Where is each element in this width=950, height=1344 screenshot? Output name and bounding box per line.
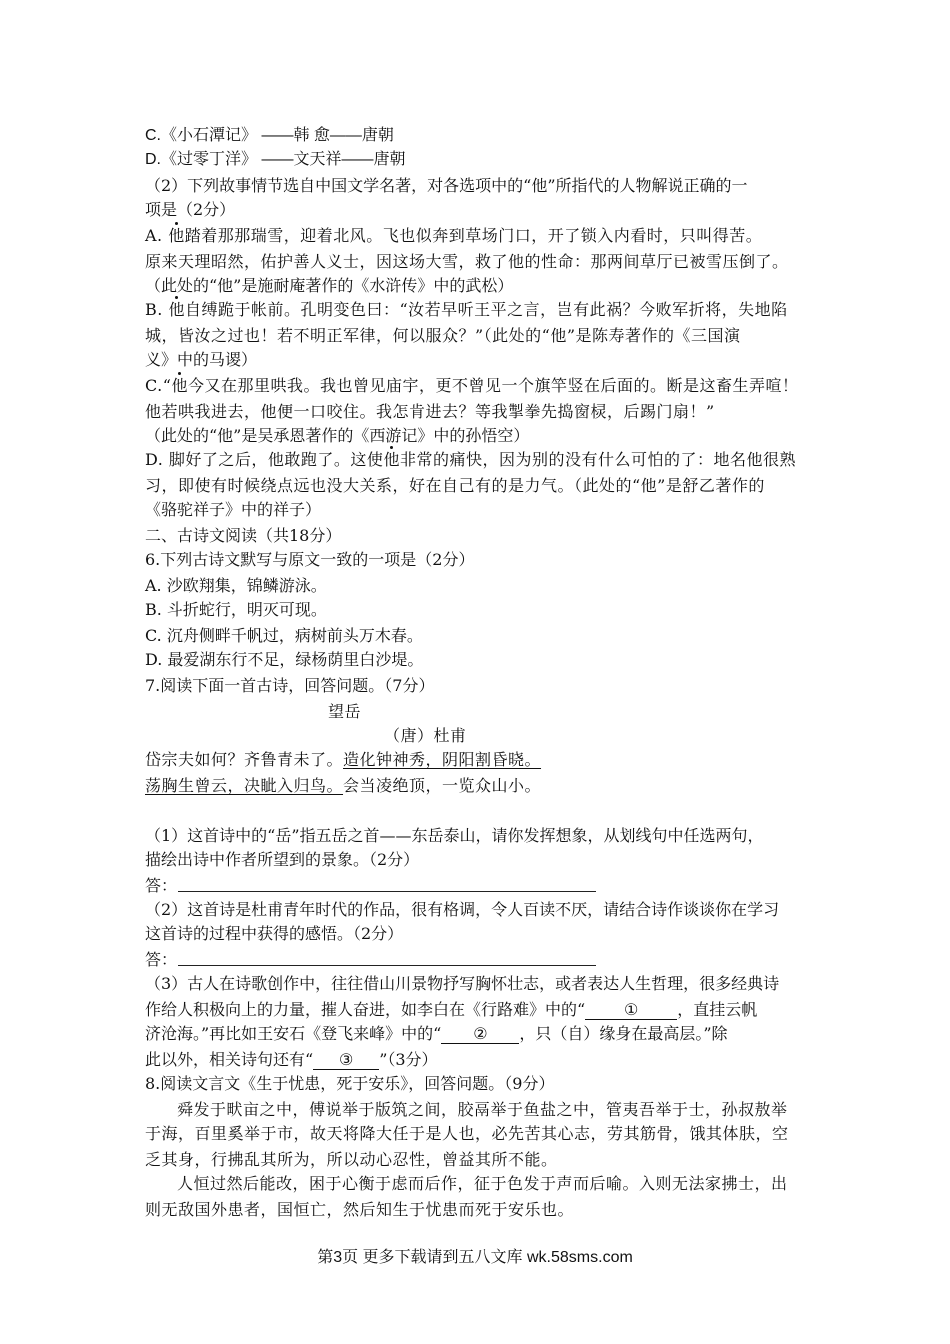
answer-label: 答： [145, 950, 178, 969]
poem-title: 望岳 [328, 702, 362, 721]
option-d-line: D.《过零丁洋》 ——文天祥——唐朝 [145, 151, 406, 168]
option-c-line: C.《小石潭记》 ——韩 愈——唐朝 [145, 127, 394, 144]
question-7-2-cont: 这首诗的过程中获得的感悟。（2分） [145, 924, 404, 943]
question-6-option-c: C. 沉舟侧畔千帆过，病树前头万木春。 [145, 626, 423, 645]
option-b-text [145, 300, 788, 320]
question-2-stem: （2）下列故事情节选自中国文学名著，对各选项中的“他”所指代的人物解说正确的一 [145, 176, 748, 195]
passage-line: 乏其身，行拂乱其所为，所以动心忍性，曾益其所不能。 [145, 1150, 558, 1169]
question-text: ，直挂云帆 [677, 1000, 758, 1019]
question-6-option-a: A. 沙欧翔集，锦鳞游泳。 [145, 576, 327, 595]
poem-phrase-underlined: 荡胸生曾云，决眦入归鸟。 [145, 776, 344, 795]
answer-line[interactable] [178, 965, 596, 966]
option-label: C.“ [145, 376, 172, 395]
emphasized-he: 他 [171, 376, 188, 395]
question-7-1-cont: 描绘出诗中作者所望到的景象。（2分） [145, 850, 420, 869]
question-2-stem-cont: 项是（2分） [145, 200, 236, 219]
option-label: A. [145, 226, 169, 245]
question-6-option-d: D. 最爱湖东行不足，绿杨荫里白沙堤。 [145, 650, 424, 669]
question-6-stem: 6.下列古诗文默写与原文一致的一项是（2分） [145, 550, 475, 569]
fill-blank-1[interactable]: ① [585, 1001, 677, 1020]
option-a-text [145, 226, 762, 246]
emphasized-he: 他 [168, 300, 185, 319]
question-7-3-cont [145, 1050, 438, 1070]
option-a-note: （此处的“他”是施耐庵著作的《水浒传》中的武松） [145, 276, 514, 295]
question-text: ，只（自）缘身在最高层。”除 [519, 1024, 728, 1043]
question-6-option-b: B. 斗折蛇行，明灭可现。 [145, 600, 327, 619]
question-text: 此以外，相关诗句还有“ [145, 1050, 314, 1069]
question-7-2: （2）这首诗是杜甫青年时代的作品，很有格调，令人百读不厌，请结合诗作谈谈你在学习 [145, 900, 780, 919]
fill-blank-2[interactable]: ② [441, 1025, 519, 1044]
question-7-3: （3）古人在诗歌创作中，往往借山川景物抒写胸怀壮志，或者表达人生哲理，很多经典诗 [145, 974, 780, 993]
question-8-stem: 8.阅读文言文《生于忧患，死于安乐》，回答问题。（9分） [145, 1074, 555, 1093]
answer-line[interactable] [178, 891, 596, 892]
question-7-1: （1）这首诗中的“岳”指五岳之首——东岳泰山，请你发挥想象，从划线句中任选两句， [145, 826, 764, 845]
poem-line-1 [145, 750, 541, 770]
question-text: 济沧海。”再比如王安石《登飞来峰》中的“ [145, 1024, 442, 1043]
section-heading: 二、古诗文阅读（共18分） [145, 526, 342, 545]
poem-line-2 [145, 776, 541, 796]
poem-phrase-underlined: 造化钟神秀，阴阳割昏晓。 [343, 750, 542, 769]
option-c-note: （此处的“他”是吴承恩著作的《西游记》中的孙悟空） [145, 426, 530, 445]
question-7-stem: 7.阅读下面一首古诗，回答问题。（7分） [145, 676, 435, 695]
passage-line: 舜发于畎亩之中，傅说举于版筑之间，胶鬲举于鱼盐之中，管夷吾举于士，孙叔敖举 [177, 1100, 788, 1119]
option-a-text-cont: 原来天理昭然，佑护善人义士，因这场大雪，救了他的性命：那两间草厅已被雪压倒了。 [145, 252, 789, 271]
option-c-text [145, 376, 798, 396]
poem-phrase: 会当凌绝顶，一览众山小。 [343, 776, 542, 795]
answer-label: 答： [145, 876, 178, 895]
poem-author: （唐）杜甫 [384, 726, 467, 745]
option-b-note: 义》中的马谡） [145, 350, 258, 369]
option-label: B. [145, 300, 169, 319]
question-text: 作给人积极向上的力量，摧人奋进，如李白在《行路难》中的“ [145, 1000, 586, 1019]
option-b-text-cont: 城，皆汝之过也！若不明正军律，何以服众？”（此处的“他”是陈寿著作的《三国演 [145, 326, 741, 345]
option-c-text-cont: 他若哄我进去，他便一口咬住。我怎肯进去？等我掣拳先捣窗棂，后踢门扇！” [145, 402, 715, 421]
option-body: 今又在那里哄我。我也曾见庙宇，更不曾见一个旗竿竖在后面的。断是这畜生弄喧！ [187, 376, 799, 395]
passage-line: 人恒过然后能改，困于心衡于虑而后作，征于色发于声而后喻。入则无法家拂士，出 [177, 1174, 788, 1193]
option-d-note: 《骆驼祥子》中的祥子） [145, 500, 322, 519]
poem-phrase: 岱宗夫如何？齐鲁青未了。 [145, 750, 344, 769]
fill-blank-3[interactable]: ③ [313, 1051, 379, 1070]
emphasized-he: 他 [383, 450, 400, 469]
passage-line: 于海，百里奚举于市，故天将降大任于是人也，必先苦其心志，劳其筋骨，饿其体肤，空 [145, 1124, 789, 1143]
passage-line: 则无敌国外患者，国恒亡，然后知生于忧患而死于安乐也。 [145, 1200, 575, 1219]
option-body: 非常的痛快，因为别的没有什么可怕的了：地名他很熟 [399, 450, 796, 469]
page-footer: 第3页 更多下载请到五八文库 wk.58sms.com [317, 1249, 633, 1266]
option-d-text [145, 450, 796, 470]
emphasized-he: 他 [168, 226, 185, 245]
option-body: D. 脚好了之后，他敢跑了。这使 [145, 450, 384, 469]
question-text: ”（3分） [379, 1050, 438, 1069]
option-d-text-cont: 习，即使有时候绕点远也没大关系，好在自己有的是力气。（此处的“他”是舒乙著作的 [145, 476, 765, 495]
question-7-3-cont [145, 1000, 757, 1020]
option-body: 踏着那那瑞雪，迎着北风。飞也似奔到草场门口，开了锁入内看时，只叫得苦。 [184, 226, 763, 245]
option-body: 自缚跪于帐前。孔明变色曰：“汝若早听王平之言，岂有此祸？今败军折将，失地陷 [184, 300, 788, 319]
question-7-3-cont [145, 1024, 728, 1044]
